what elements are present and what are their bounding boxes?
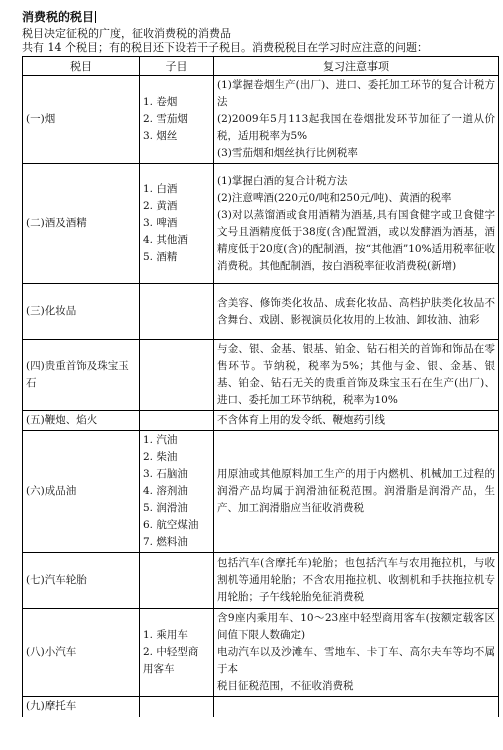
- tax-items-table: [22, 56, 499, 717]
- intro-line-1: 税目决定征税的广度，征收消费税的消费品: [22, 27, 231, 40]
- tax-item-cell: (四)贵重首饰及珠宝玉石: [23, 340, 140, 411]
- notes-cell: [214, 697, 499, 717]
- notes-cell: [214, 340, 499, 411]
- sub-item: 3. 啤酒: [143, 217, 178, 229]
- text-cursor: [95, 11, 96, 23]
- sub-item: 5. 润滑油: [143, 502, 188, 514]
- note-line: (1)掌握卷烟生产(出厂)、进口、委托加工环节的复合计税方法: [217, 79, 495, 108]
- note-line: 用原油或其他原料加工生产的用于内燃机、机械加工过程的润滑产品均属于润滑油征税范围。润滑脂是润滑产品，生产、加工润滑脂应当征收消费税: [217, 468, 495, 514]
- sub-item-cell: [140, 431, 214, 553]
- notes-cell: [214, 411, 499, 431]
- sub-item: 3. 烟丝: [143, 130, 178, 142]
- note-line: (1)掌握白酒的复合计税方法: [217, 174, 348, 187]
- note-line: 含美容、修饰类化妆品、成套化妆品、高档护肤类化妆品不含舞台、戏剧、影视演员化妆用的上妆油、卸妆油、油彩: [217, 296, 495, 326]
- table-row: [23, 76, 499, 164]
- sub-item-cell: [140, 553, 214, 609]
- header-sub-item: 子目: [140, 57, 214, 76]
- intro-line-2: 共有 14 个税目；有的税目还下设若干子税目。消费税税目在学习时应注意的问题：: [22, 41, 428, 54]
- tax-item-cell: (九)摩托车: [23, 697, 140, 717]
- sub-item: 1. 乘用车: [143, 629, 188, 641]
- note-line: 税目征税范围，不征收消费税: [217, 680, 354, 692]
- notes-cell: [214, 553, 499, 609]
- sub-item: 2. 黄酒: [143, 200, 178, 212]
- sub-item: 2. 柴油: [143, 451, 178, 463]
- note-line: 与金、银、金基、银基、铂金、钻石相关的首饰和饰品在零售环节。节纳税，税率为5%；其他与金、银、金基、银基、铂金、钻石无关的贵重首饰及珠宝玉石在生产(出厂)、进口、委托加工环节纳税，税率为10%: [217, 343, 495, 406]
- sub-item: 3. 石脑油: [143, 468, 188, 480]
- table-row: [23, 340, 499, 411]
- note-line: (3)对以蒸馏酒或食用酒精为酒基,具有国食健字或卫食健字文号且酒精度低于38度(含)配置酒，或以发酵酒为酒基，酒精度低于20度(含)的配制酒，按“其他酒”10%适用税率征收消费税。其他配制酒，按白酒税率征收消费税(新增): [217, 208, 495, 272]
- note-line: 不含体育上用的发令纸、鞭炮药引线: [217, 414, 385, 426]
- table-row: [23, 431, 499, 553]
- tax-item-cell: (七)汽车轮胎: [23, 553, 140, 609]
- tax-item-cell: (一)烟: [23, 76, 140, 164]
- sub-item: 6. 航空煤油: [143, 519, 199, 531]
- sub-item: 1. 卷烟: [143, 96, 178, 108]
- header-notes: 复习注意事项: [214, 57, 499, 76]
- table-row: [23, 553, 499, 609]
- notes-cell: [214, 76, 499, 164]
- notes-cell: [214, 284, 499, 340]
- table-header-row: [23, 57, 499, 76]
- note-line: (2)注意啤酒(220元0/吨和250元/吨)、黄酒的税率: [217, 191, 452, 204]
- sub-item-cell: [140, 284, 214, 340]
- tax-item-cell: (三)化妆品: [23, 284, 140, 340]
- sub-item: 2. 雪茄烟: [143, 113, 188, 125]
- table-row: [23, 284, 499, 340]
- header-tax-item: 税目: [23, 57, 140, 76]
- note-line: (3)雪茄烟和烟丝执行比例税率: [217, 147, 358, 159]
- sub-item: 5. 酒精: [143, 251, 178, 263]
- note-line: 电动汽车以及沙滩车、雪地车、卡丁车、高尔夫车等均不属于本: [217, 646, 495, 675]
- notes-cell: [214, 164, 499, 284]
- sub-item: 用客车: [143, 663, 175, 675]
- table-row: [23, 411, 499, 431]
- note-line: 包括汽车(含摩托车)轮胎；也包括汽车与农用拖拉机，与收割机等通用轮胎；不含农用拖拉机、收割机和手扶拖拉机专用轮胎；子午线轮胎免征消费税: [217, 557, 495, 603]
- sub-item-cell: [140, 164, 214, 284]
- sub-item-cell: [140, 76, 214, 164]
- note-line: 含9座内乘用车、10～23座中轻型商用客车(按额定载客区间值下限人数确定): [217, 612, 495, 641]
- notes-cell: [214, 431, 499, 553]
- tax-item-cell: (六)成品油: [23, 431, 140, 553]
- tax-item-cell: (五)鞭炮、焰火: [23, 411, 140, 431]
- section-title: 消费税的税目: [22, 10, 95, 24]
- sub-item: 1. 白酒: [143, 183, 178, 195]
- tax-item-cell: (八)小汽车: [23, 609, 140, 697]
- sub-item: 4. 其他酒: [143, 234, 188, 246]
- table-row: [23, 164, 499, 284]
- sub-item: 2. 中轻型商: [143, 646, 199, 658]
- sub-item-cell: [140, 697, 214, 717]
- table-row: [23, 697, 499, 717]
- sub-item-cell: [140, 340, 214, 411]
- note-line: (2)2009年5月113起我国在卷烟批发环节加征了一道从价税，适用税率为5%: [217, 113, 495, 142]
- sub-item: 1. 汽油: [143, 434, 178, 446]
- sub-item-cell: [140, 609, 214, 697]
- table-row: [23, 609, 499, 697]
- sub-item: 7. 燃料油: [143, 536, 188, 548]
- notes-cell: [214, 609, 499, 697]
- sub-item: 4. 溶剂油: [143, 485, 188, 497]
- sub-item-cell: [140, 411, 214, 431]
- tax-item-cell: (二)酒及酒精: [23, 164, 140, 284]
